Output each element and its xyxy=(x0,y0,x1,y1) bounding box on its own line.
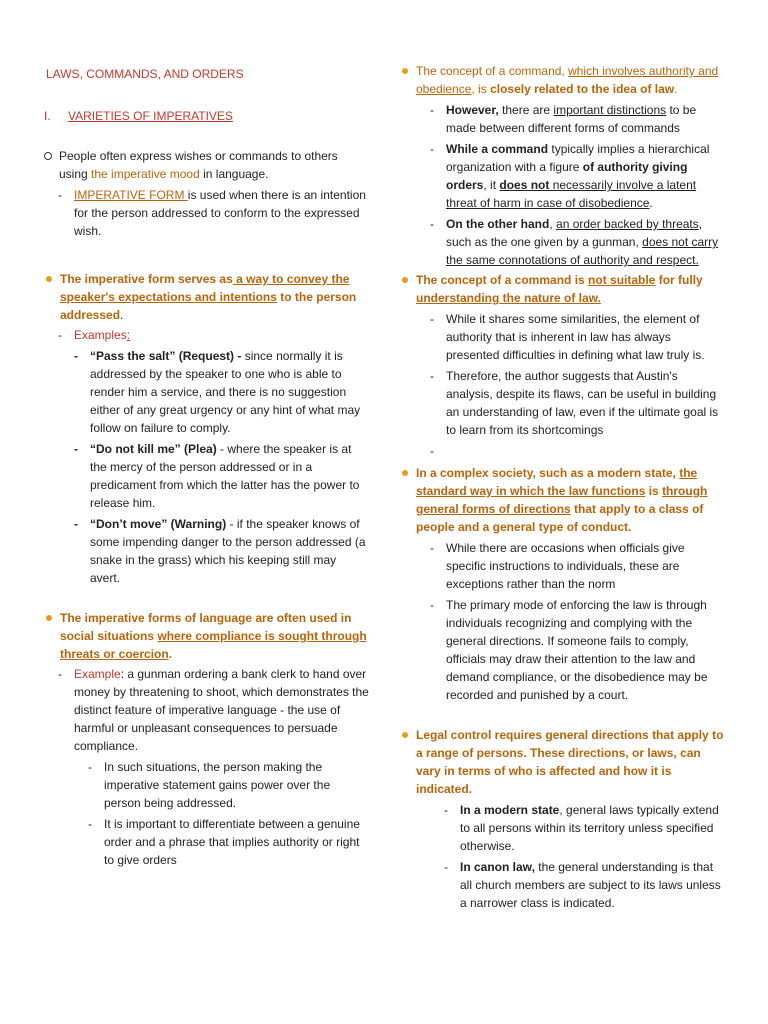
circle-bullet-icon xyxy=(44,152,52,160)
dot-bullet-icon xyxy=(402,732,408,738)
right-sub-empty xyxy=(430,442,726,460)
dash-icon: - xyxy=(430,444,434,458)
section-heading xyxy=(44,107,369,125)
left-bullet-2-text: The imperative forms of language are often used in social situations where compliance is sought through threats or coercion. xyxy=(60,611,367,661)
example-plea: - “Do not kill me” (Plea) - where the speaker is at the mercy of the person addressed or in a predicament from which the latter has the power to release him. xyxy=(74,442,360,510)
dash-icon: - xyxy=(88,817,92,831)
intro-text: People often express wishes or commands to others using the imperative mood in language. xyxy=(59,149,338,181)
dot-bullet-icon xyxy=(402,470,408,476)
right-sub-similarities: - While it shares some similarities, the element of authority that is inherent in law has always presented difficulties in defining what law truly is. xyxy=(430,312,705,362)
dot-bullet-icon xyxy=(46,276,52,282)
square-bullet-icon: - xyxy=(74,349,78,363)
dash-icon: - xyxy=(430,598,434,612)
dash-icon: - xyxy=(88,760,92,774)
left-sub-1: - In such situations, the person making the imperative statement gains power over the person being addressed. xyxy=(88,760,331,810)
page-title: LAWS, COMMANDS, AND ORDERS xyxy=(46,67,244,81)
dash-icon: - xyxy=(58,667,62,681)
right-sub-officials: - While there are occasions when officials give specific instructions to individuals, these are exceptions rather than the norm xyxy=(430,541,685,591)
example-warning: - “Don’t move” (Warning) - if the speaker knows of some impending danger to the person addressed (a snake in the grass) which his keeping still may avert. xyxy=(74,517,366,585)
right-sub-command: - While a command typically implies a hierarchical organization with a figure of authority giving orders, it does not necessarily involve a latent threat of harm in case of disobedience. xyxy=(430,142,710,210)
square-bullet-icon: - xyxy=(74,517,78,531)
dash-icon: - xyxy=(430,541,434,555)
dot-bullet-icon xyxy=(46,615,52,621)
imperative-form-text: IMPERATIVE FORM is used when there is an intention for the person addressed to conform to the expressed wish. xyxy=(74,188,366,238)
right-bullet-4: Legal control requires general directions that apply to a range of persons. These directions, or laws, can vary in terms of who is affected and how it is indicated. xyxy=(400,726,726,798)
intro-item xyxy=(44,147,369,183)
right-column xyxy=(400,62,726,912)
dash-icon: - xyxy=(430,142,434,156)
right-bullet-2: The concept of a command is not suitable for fully understanding the nature of law. xyxy=(400,271,726,307)
right-sub-austin: - Therefore, the author suggests that Austin's analysis, despite its flaws, can be useful in building an understanding of law, even if the ultimate goal is to learn from its shortcomings xyxy=(430,369,719,437)
section-label: VARIETIES OF IMPERATIVES xyxy=(68,109,233,123)
dash-icon: - xyxy=(430,369,434,383)
imperative-form-item xyxy=(58,186,369,240)
right-sub-however: - However, there are important distinctions to be made between different forms of commands xyxy=(430,103,697,135)
left-sub-2: - It is important to differentiate between a genuine order and a phrase that implies authority or right to give orders xyxy=(88,817,360,867)
dot-bullet-icon xyxy=(402,277,408,283)
left-bullet-2 xyxy=(44,609,369,663)
dash-icon: - xyxy=(430,217,434,231)
right-bullet-3: In a complex society, such as a modern state, the standard way in which the law functions is through general forms of directions that apply to a class of people and a general type of conduct. xyxy=(400,464,726,536)
right-sub-other-hand: - On the other hand, an order backed by threats, such as the one given by a gunman, does not carry the same connotations of authority and respect. xyxy=(430,217,719,267)
dot-bullet-icon xyxy=(402,68,408,74)
square-bullet-icon: - xyxy=(74,442,78,456)
dash-icon: - xyxy=(58,188,62,202)
right-bullet-1: The concept of a command, which involves authority and obedience, is closely related to the idea of law. xyxy=(400,62,726,98)
example-request: - “Pass the salt” (Request) - since normally it is addressed by the speaker to one who is able to render him a service, and there is no suggestion either of any great urgency or any hint of what may follow on failure to comply. xyxy=(74,349,361,435)
dash-icon: - xyxy=(444,860,448,874)
left-bullet-1 xyxy=(44,270,369,324)
left-bullet-1-text: The imperative form serves as a way to convey the speaker's expectations and intentions to the person addressed. xyxy=(60,272,357,322)
dash-icon: - xyxy=(58,328,62,342)
dash-icon: - xyxy=(444,803,448,817)
examples-heading: - Examples: xyxy=(58,328,131,342)
left-column xyxy=(44,62,369,869)
right-sub-canon-law: - In canon law, the general understanding is that all church members are subject to its laws unless a narrower class is indicated. xyxy=(444,860,721,910)
section-number: I. xyxy=(44,109,51,123)
dash-icon: - xyxy=(430,103,434,117)
right-sub-enforcing: - The primary mode of enforcing the law is through individuals recognizing and complying with the general directions. If someone fails to comply, officials may draw their attention to the law and demand compliance, or the disobedience may be recorded and punished by a court. xyxy=(430,598,708,702)
dash-icon: - xyxy=(430,312,434,326)
right-sub-modern-state: - In a modern state, general laws typically extend to all persons within its territory unless specified otherwise. xyxy=(444,803,719,853)
example-gunman: - Example: a gunman ordering a bank clerk to hand over money by threatening to shoot, which demonstrates the distinct feature of imperative language - the use of harmful or unpleasant consequences to persuade compliance. xyxy=(58,667,369,753)
